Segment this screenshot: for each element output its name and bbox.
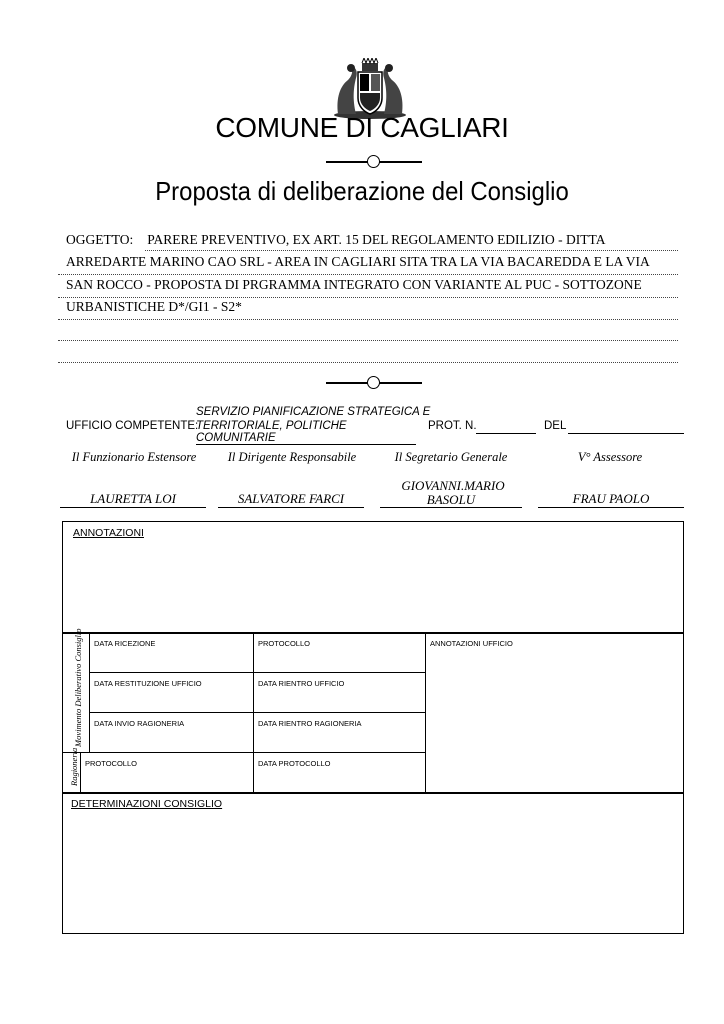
cell-data-ricezione[interactable]: DATA RICEZIONE [89, 632, 254, 673]
oggetto-empty-line-1 [58, 340, 678, 341]
cell-data-restituzione[interactable]: DATA RESTITUZIONE UFFICIO [89, 672, 254, 713]
cell-protocollo[interactable]: PROTOCOLLO [253, 632, 426, 673]
cell-data-invio-ragioneria[interactable]: DATA INVIO RAGIONERIA [89, 712, 254, 753]
role-dirigente: Il Dirigente Responsabile [227, 450, 357, 464]
oggetto-label: OGGETTO: [66, 232, 134, 247]
cell-data-protocollo[interactable]: DATA PROTOCOLLO [253, 752, 426, 793]
role-assessore: V° Assessore [577, 450, 643, 464]
oggetto-line-3: SAN ROCCO - PROPOSTA DI PRGRAMMA INTEGRATO CON VARIANTE AL PUC - SOTTOZONE [58, 275, 678, 298]
oggetto-line-1: OGGETTO: PARERE PREVENTIVO, EX ART. 15 DEL REGOLAMENTO EDILIZIO - DITTA [58, 230, 678, 252]
page-subtitle: Proposta di deliberazione del Consiglio [155, 176, 569, 206]
cell-data-rientro-ragioneria[interactable]: DATA RIENTRO RAGIONERIA [253, 712, 426, 753]
ufficio-label: UFFICIO COMPETENTE: [66, 420, 199, 432]
page-title: COMUNE DI CAGLIARI [215, 112, 509, 143]
signature-segretario-line-1: GIOVANNI.MARIO [401, 478, 505, 493]
signature-funzionario: LAURETTA LOI [60, 491, 206, 508]
ufficio-value-line-1: SERVIZIO PIANIFICAZIONE STRATEGICA E [196, 406, 431, 418]
annotazioni-label: ANNOTAZIONI [73, 527, 144, 539]
section-ornament [326, 376, 422, 390]
coat-of-arms-icon [330, 58, 410, 120]
determinazioni-label: DETERMINAZIONI CONSIGLIO [71, 798, 223, 810]
del-field[interactable] [568, 420, 684, 434]
oggetto-empty-line-2 [58, 362, 678, 363]
title-ornament [326, 155, 422, 169]
prot-field[interactable] [476, 420, 536, 434]
side-label-movimento: Movimento Deliberativo Consiglio [73, 628, 83, 747]
cell-protocollo-ragioneria[interactable]: PROTOCOLLO [80, 752, 254, 793]
prot-label: PROT. N. [428, 420, 477, 432]
signature-dirigente: SALVATORE FARCI [218, 491, 364, 508]
role-segretario: Il Segretario Generale [394, 450, 508, 464]
oggetto-line-2: ARREDARTE MARINO CAO SRL - AREA IN CAGLIARI SITA TRA LA VIA BACAREDDA E LA VIA [58, 252, 678, 275]
ufficio-value-line-2: TERRITORIALE, POLITICHE COMUNITARIE [196, 420, 416, 445]
signature-segretario-line-2: BASOLU [380, 493, 522, 508]
cell-annotazioni-ufficio[interactable]: ANNOTAZIONI UFFICIO [425, 632, 683, 793]
divider-determinazioni [63, 792, 683, 794]
role-funzionario: Il Funzionario Estensore [71, 450, 197, 464]
cell-data-rientro-ufficio[interactable]: DATA RIENTRO UFFICIO [253, 672, 426, 713]
cell-ragioneria-side [63, 752, 81, 793]
oggetto-line-4: URBANISTICHE D*/GI1 - S2* [58, 297, 678, 320]
del-label: DEL [544, 420, 567, 432]
records-table [62, 521, 684, 934]
signature-assessore: FRAU PAOLO [538, 491, 684, 508]
side-label-ragioneria: Ragioneria [69, 747, 79, 786]
oggetto-dotted-1 [145, 250, 678, 251]
